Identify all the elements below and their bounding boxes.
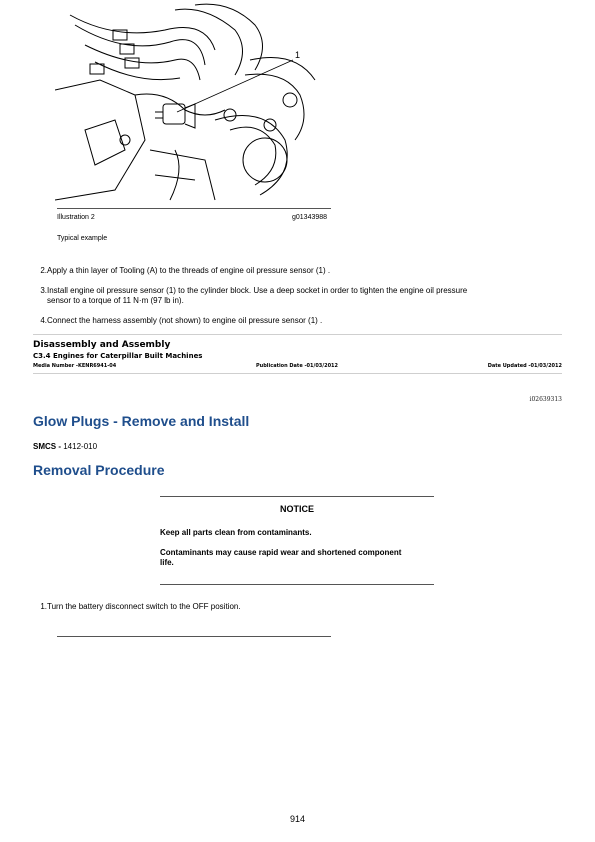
section-divider bbox=[33, 373, 562, 374]
step-text: sensor to a torque of 11 N·m (97 lb in). bbox=[47, 296, 184, 305]
document-id: i02639313 bbox=[529, 396, 562, 403]
notice-top-rule bbox=[160, 496, 434, 497]
smcs-label: SMCS - bbox=[33, 442, 61, 451]
step-text: Install engine oil pressure sensor (1) to the cylinder block. Use a deep socket in order to tighten the engine oil pressure bbox=[47, 286, 468, 295]
illustration-code: g01343988 bbox=[292, 214, 328, 221]
step-item bbox=[33, 286, 562, 308]
notice-text: Contaminants may cause rapid wear and shortened component bbox=[160, 548, 402, 557]
step-item bbox=[33, 602, 562, 614]
step-item bbox=[33, 316, 562, 328]
notice-title: NOTICE bbox=[279, 504, 314, 514]
illustration-caption: Typical example bbox=[57, 235, 108, 242]
illustration-divider bbox=[57, 208, 331, 209]
smcs-value: 1412-010 bbox=[63, 442, 98, 451]
step-number: 1. bbox=[40, 602, 47, 611]
engine-illustration bbox=[55, 0, 331, 207]
illustration-divider bbox=[57, 636, 331, 637]
illustration-label: Illustration 2 bbox=[57, 214, 95, 221]
section-subtitle: C3.4 Engines for Caterpillar Built Machines bbox=[33, 352, 203, 360]
subheading: Removal Procedure bbox=[33, 462, 165, 478]
notice-text: Keep all parts clean from contaminants. bbox=[160, 528, 312, 537]
date-updated: Date Updated -01/03/2012 bbox=[487, 363, 562, 369]
notice-bottom-rule bbox=[160, 584, 434, 585]
page-title: Glow Plugs - Remove and Install bbox=[33, 413, 250, 429]
section-title: Disassembly and Assembly bbox=[33, 340, 171, 350]
step-item bbox=[33, 266, 562, 278]
media-number: Media Number -KENR6941-04 bbox=[33, 363, 117, 369]
smcs-code bbox=[33, 442, 97, 451]
callout-label: 1 bbox=[295, 50, 301, 60]
publication-date: Publication Date -01/03/2012 bbox=[256, 363, 339, 369]
step-text: Connect the harness assembly (not shown) to engine oil pressure sensor (1) . bbox=[47, 316, 323, 325]
section-divider bbox=[33, 334, 562, 335]
step-text: Turn the battery disconnect switch to the OFF position. bbox=[47, 602, 241, 611]
step-number: 3. bbox=[40, 286, 47, 295]
page-number: 914 bbox=[289, 814, 306, 824]
step-number: 2. bbox=[40, 266, 47, 275]
notice-text: life. bbox=[160, 558, 174, 567]
step-number: 4. bbox=[40, 316, 47, 325]
step-text: Apply a thin layer of Tooling (A) to the threads of engine oil pressure sensor (1) . bbox=[47, 266, 331, 275]
